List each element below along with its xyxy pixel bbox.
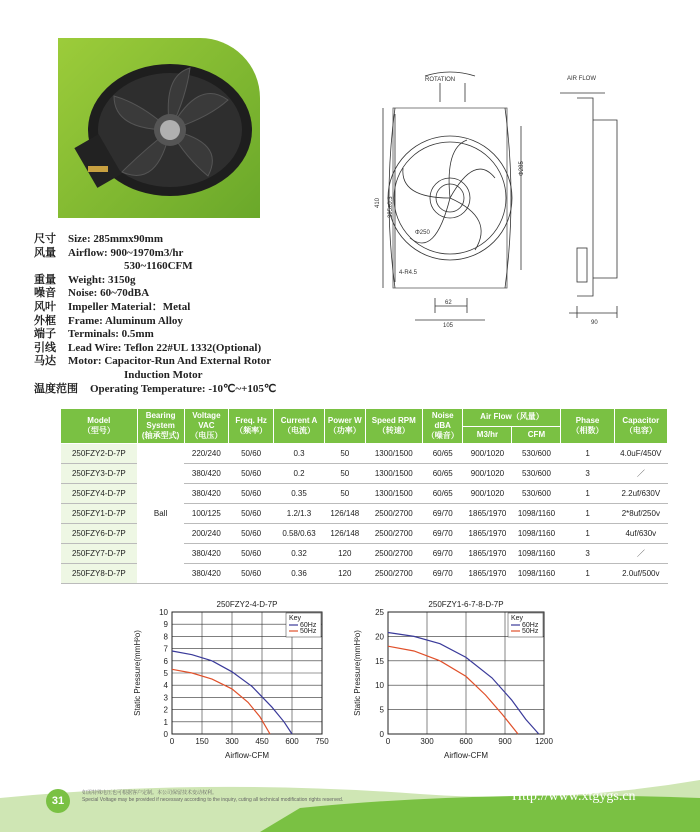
cell-power: 120 <box>325 544 365 564</box>
th-current: Current A （电流） <box>273 409 324 444</box>
cell-cap: 4uf/630v <box>614 524 667 544</box>
cell-freq: 50/60 <box>229 444 274 464</box>
spec-impeller-cn: 风叶 <box>34 300 56 313</box>
cell-m3: 1865/1970 <box>463 504 512 524</box>
y-tick-label: 9 <box>163 620 168 630</box>
cell-current: 0.32 <box>273 544 324 564</box>
spec-leadwire: Lead Wire: Teflon 22#UL 1332(Optional) <box>68 341 262 354</box>
th-noise: Noise dBA （噪音） <box>423 409 463 444</box>
y-tick-label: 25 <box>375 608 384 617</box>
spec-motor: Motor: Capacitor-Run And External Rotor <box>68 355 272 368</box>
y-axis-label: Static Pressure(mmH²o) <box>133 630 142 716</box>
series-line-60Hz <box>388 633 539 735</box>
cell-current: 1.2/1.3 <box>273 504 324 524</box>
x-tick-label: 900 <box>498 737 512 746</box>
cell-freq: 50/60 <box>229 464 274 484</box>
spec-terminals: Terminals: 0.5mm <box>68 328 154 341</box>
drawing-airflow-label: AIR FLOW <box>567 76 597 82</box>
legend-entry: 60Hz <box>522 622 539 629</box>
th-freq: Freq. Hz （频率） <box>229 409 274 444</box>
cell-speed: 1300/1500 <box>365 484 423 504</box>
cell-m3: 900/1020 <box>463 444 512 464</box>
y-tick-label: 4 <box>163 681 168 691</box>
y-tick-label: 3 <box>163 693 168 703</box>
cell-voltage: 380/420 <box>184 564 229 584</box>
y-axis-label: Static Pressure(mmH²o) <box>353 630 362 716</box>
y-tick-label: 10 <box>159 608 168 617</box>
spec-frame-cn: 外框 <box>34 314 56 327</box>
x-tick-label: 300 <box>420 737 434 746</box>
cell-phase: 3 <box>561 544 614 564</box>
footer-url[interactable]: Http://www.xtgygs.cn <box>512 789 636 804</box>
th-speed: Speed RPM （转速） <box>365 409 423 444</box>
cell-noise: 60/65 <box>423 484 463 504</box>
cell-phase: 1 <box>561 444 614 464</box>
cell-freq: 50/60 <box>229 564 274 584</box>
cell-bearing: Ball <box>137 444 184 584</box>
cell-speed: 1300/1500 <box>365 444 423 464</box>
series-line-50Hz <box>172 669 270 734</box>
spec-frame: Frame: Aluminum Alloy <box>68 314 183 327</box>
y-tick-label: 5 <box>379 705 384 715</box>
footer-note <box>82 790 462 804</box>
fan-photo-icon <box>58 38 260 218</box>
drawing-holes: 4-R4.5 <box>399 270 418 276</box>
cell-phase: 1 <box>561 524 614 544</box>
drawing-w90: 90 <box>591 320 598 326</box>
th-airflow: Air Flow（风量） <box>463 409 561 427</box>
drawing-d250: Φ250 <box>415 230 430 236</box>
th-capacitor: Capacitor （电容） <box>614 409 667 444</box>
cell-cap: 2.0uf/500v <box>614 564 667 584</box>
y-tick-label: 2 <box>163 705 168 715</box>
drawing-rotation-label: ROTATION <box>425 77 456 83</box>
cell-noise: 60/65 <box>423 444 463 464</box>
chart-title: 250FZY2-4-D-7P <box>216 600 278 609</box>
th-m3hr: M3/hr <box>463 426 512 444</box>
cell-voltage: 380/420 <box>184 484 229 504</box>
y-tick-label: 0 <box>163 730 168 739</box>
cell-power: 126/148 <box>325 524 365 544</box>
cell-model: 250FZY4-D-7P <box>61 484 138 504</box>
cell-speed: 1300/1500 <box>365 464 423 484</box>
th-cfm: CFM <box>512 426 561 444</box>
x-tick-label: 1200 <box>535 737 553 746</box>
cell-cap: ／ <box>614 544 667 564</box>
cell-cap: ／ <box>614 464 667 484</box>
cell-noise: 60/65 <box>423 464 463 484</box>
spec-temp-cn: 温度范围 <box>34 382 78 395</box>
spec-size: Size: 285mmx90mm <box>68 233 164 245</box>
cell-m3: 1865/1970 <box>463 524 512 544</box>
series-line-50Hz <box>388 646 518 734</box>
cell-freq: 50/60 <box>229 484 274 504</box>
performance-chart-left <box>130 596 340 766</box>
cell-current: 0.2 <box>273 464 324 484</box>
spec-size-cn: 尺寸 <box>34 233 56 245</box>
footer-note-cn: 如需特殊电压也可根据客户定制。本公司保留技术变动权利。 <box>82 790 218 796</box>
drawing-h410: 410 <box>375 197 381 208</box>
legend-title: Key <box>289 615 302 622</box>
cell-cap: 4.0uF/450V <box>614 444 667 464</box>
y-tick-label: 10 <box>375 681 384 691</box>
legend-entry: 50Hz <box>522 628 539 635</box>
cell-model: 250FZY3-D-7P <box>61 464 138 484</box>
cell-power: 126/148 <box>325 504 365 524</box>
cell-voltage: 380/420 <box>184 464 229 484</box>
footer-note-en: Special Voltage may be provided if necessary according to the inquiry, cuting all technical modification rights reserved. <box>82 797 344 803</box>
cell-noise: 69/70 <box>423 564 463 584</box>
cell-cap: 2*8uf/250v <box>614 504 667 524</box>
cell-cap: 2.2uf/630V <box>614 484 667 504</box>
drawing-w105: 105 <box>443 323 454 328</box>
cell-speed: 2500/2700 <box>365 564 423 584</box>
y-tick-label: 0 <box>379 730 384 739</box>
y-tick-label: 1 <box>163 717 168 727</box>
cell-cfm: 530/600 <box>512 464 561 484</box>
x-axis-label: Airflow-CFM <box>444 751 488 760</box>
y-tick-label: 20 <box>375 632 384 642</box>
th-phase: Phase （相数） <box>561 409 614 444</box>
y-tick-label: 6 <box>163 656 168 666</box>
th-model: Model （型号） <box>61 409 138 444</box>
cell-current: 0.58/0.63 <box>273 524 324 544</box>
table-row <box>61 444 668 464</box>
spec-motor-cn: 马达 <box>34 355 56 368</box>
cell-model: 250FZY1-D-7P <box>61 504 138 524</box>
cell-model: 250FZY7-D-7P <box>61 544 138 564</box>
cell-voltage: 220/240 <box>184 444 229 464</box>
cell-current: 0.36 <box>273 564 324 584</box>
cell-noise: 69/70 <box>423 504 463 524</box>
cell-current: 0.35 <box>273 484 324 504</box>
cell-freq: 50/60 <box>229 504 274 524</box>
cell-current: 0.3 <box>273 444 324 464</box>
legend-title: Key <box>511 615 524 622</box>
cell-cfm: 530/600 <box>512 444 561 464</box>
cell-power: 50 <box>325 444 365 464</box>
x-tick-label: 750 <box>315 737 329 746</box>
spec-motor-type: Induction Motor <box>124 368 203 381</box>
spec-temp: Operating Temperature: -10℃~+105℃ <box>90 382 277 395</box>
spec-terminals-cn: 端子 <box>34 328 56 341</box>
spec-airflow: Airflow: 900~1970m3/hr <box>68 246 184 259</box>
drawing-d285: Φ285 <box>519 161 525 176</box>
cell-phase: 1 <box>561 504 614 524</box>
spec-weight-cn: 重量 <box>34 273 56 286</box>
legend-entry: 50Hz <box>300 628 317 635</box>
x-tick-label: 600 <box>459 737 473 746</box>
spec-list <box>34 233 354 396</box>
cell-cfm: 1098/1160 <box>512 564 561 584</box>
cell-m3: 900/1020 <box>463 464 512 484</box>
spec-table <box>60 408 668 584</box>
cell-cfm: 1098/1160 <box>512 544 561 564</box>
cell-model: 250FZY8-D-7P <box>61 564 138 584</box>
x-tick-label: 150 <box>195 737 209 746</box>
y-tick-label: 15 <box>375 656 384 666</box>
spec-noise: Noise: 60~70dBA <box>68 287 150 300</box>
x-tick-label: 300 <box>225 737 239 746</box>
technical-drawing <box>355 58 655 328</box>
x-tick-label: 0 <box>385 737 391 746</box>
cell-phase: 1 <box>561 564 614 584</box>
cell-phase: 1 <box>561 484 614 504</box>
cell-m3: 900/1020 <box>463 484 512 504</box>
cell-speed: 2500/2700 <box>365 504 423 524</box>
cell-voltage: 380/420 <box>184 544 229 564</box>
cell-cfm: 1098/1160 <box>512 524 561 544</box>
cell-speed: 2500/2700 <box>365 544 423 564</box>
x-tick-label: 450 <box>255 737 269 746</box>
cell-model: 250FZY6-D-7P <box>61 524 138 544</box>
page-number: 31 <box>46 789 70 813</box>
th-power: Power W （功率） <box>325 409 365 444</box>
th-voltage: Voltage VAC （电压） <box>184 409 229 444</box>
cell-speed: 2500/2700 <box>365 524 423 544</box>
x-tick-label: 600 <box>285 737 299 746</box>
cell-cfm: 530/600 <box>512 484 561 504</box>
drawing-w62: 62 <box>445 300 452 306</box>
cell-m3: 1865/1970 <box>463 564 512 584</box>
cell-noise: 69/70 <box>423 544 463 564</box>
cell-voltage: 200/240 <box>184 524 229 544</box>
y-tick-label: 7 <box>163 644 168 654</box>
performance-chart-right <box>350 596 570 766</box>
th-bearing: Bearing System (轴承型式) <box>137 409 184 444</box>
legend-entry: 60Hz <box>300 622 317 629</box>
cell-cfm: 1098/1160 <box>512 504 561 524</box>
product-photo-background <box>58 38 260 218</box>
x-axis-label: Airflow-CFM <box>225 751 269 760</box>
spec-airflow-cn: 风量 <box>34 246 56 259</box>
chart-title: 250FZY1-6-7-8-D-7P <box>428 600 504 609</box>
cell-power: 50 <box>325 464 365 484</box>
cell-model: 250FZY2-D-7P <box>61 444 138 464</box>
spec-leadwire-cn: 引线 <box>34 341 56 354</box>
spec-noise-cn: 噪音 <box>34 287 56 300</box>
cell-power: 50 <box>325 484 365 504</box>
cell-freq: 50/60 <box>229 524 274 544</box>
y-tick-label: 8 <box>163 632 168 642</box>
cell-voltage: 100/125 <box>184 504 229 524</box>
cell-phase: 3 <box>561 464 614 484</box>
cell-power: 120 <box>325 564 365 584</box>
spec-airflow-cfm: 530~1160CFM <box>124 260 193 273</box>
spec-impeller: Impeller Material：Metal <box>68 300 191 313</box>
cell-freq: 50/60 <box>229 544 274 564</box>
y-tick-label: 5 <box>163 669 168 678</box>
x-tick-label: 0 <box>169 737 175 746</box>
spec-weight: Weight: 3150g <box>68 273 136 286</box>
drawing-h395: 395±0.3 <box>388 196 394 218</box>
cell-m3: 1865/1970 <box>463 544 512 564</box>
cell-noise: 69/70 <box>423 524 463 544</box>
